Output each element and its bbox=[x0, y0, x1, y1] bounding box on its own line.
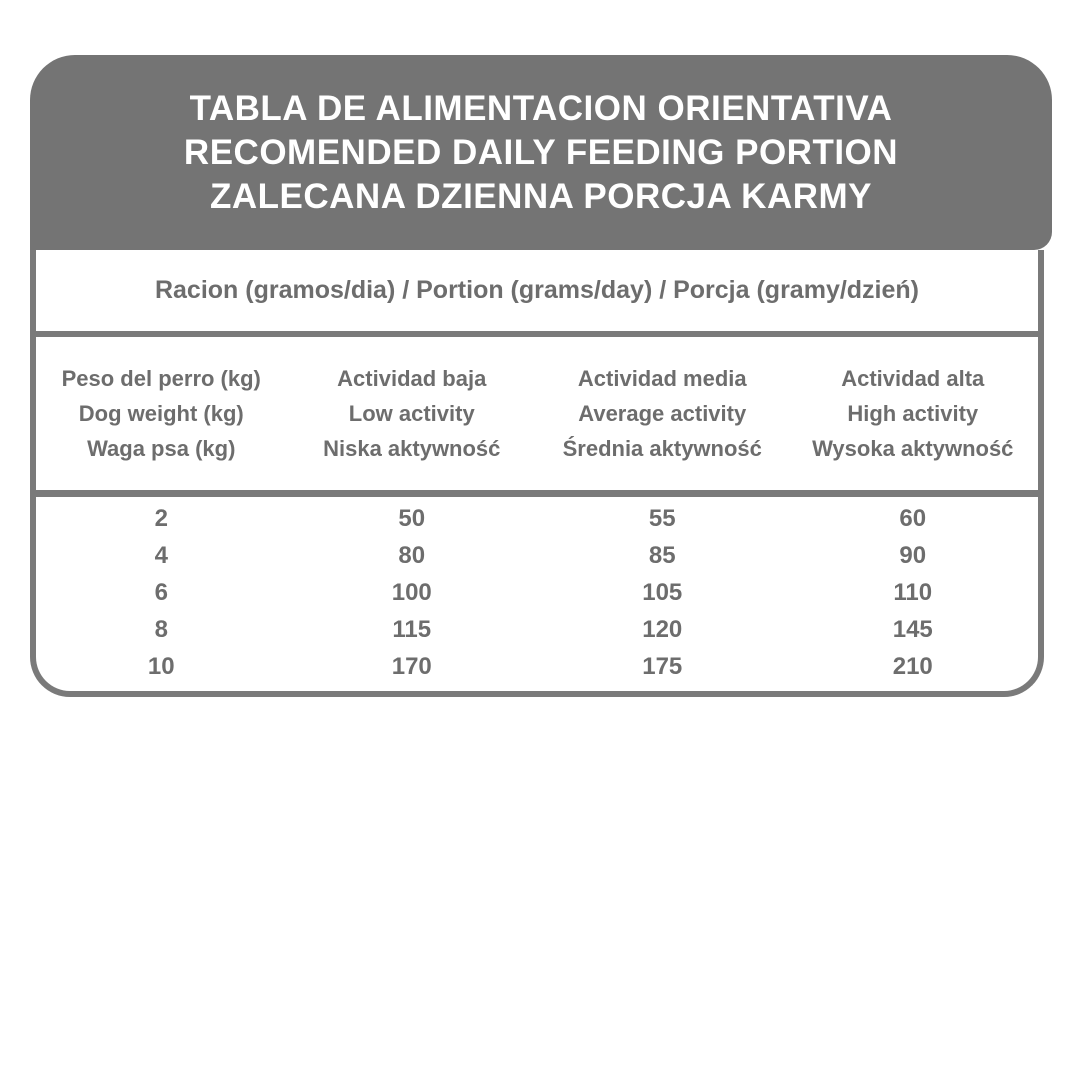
column-header-line: Actividad alta bbox=[841, 366, 985, 391]
portion-value: 100 bbox=[391, 579, 432, 606]
portion-value: 85 bbox=[648, 542, 676, 569]
portion-value: 110 bbox=[893, 579, 933, 606]
column-header-line: Dog weight (kg) bbox=[78, 401, 244, 426]
table-data bbox=[36, 497, 1038, 691]
column-header-line: Średnia aktywność bbox=[562, 436, 762, 461]
divider bbox=[36, 490, 1038, 497]
table-row bbox=[36, 538, 1038, 575]
portion-value: 210 bbox=[892, 653, 933, 680]
table-row bbox=[36, 501, 1038, 538]
table-row bbox=[36, 612, 1038, 649]
column-header-line: Average activity bbox=[578, 401, 747, 426]
portion-value: 50 bbox=[398, 505, 426, 532]
column-header-line: High activity bbox=[847, 401, 979, 426]
column-header-line: Niska aktywność bbox=[323, 436, 501, 461]
column-header-line: Wysoka aktywność bbox=[812, 436, 1014, 461]
weight-value: 8 bbox=[154, 616, 168, 643]
portion-value: 145 bbox=[892, 616, 933, 643]
column-header-low-activity bbox=[287, 337, 538, 490]
weight-value: 10 bbox=[147, 653, 175, 680]
portion-value: 90 bbox=[899, 542, 927, 569]
table-row bbox=[36, 649, 1038, 686]
portion-value: 115 bbox=[392, 616, 432, 643]
column-header-line: Actividad media bbox=[577, 366, 747, 391]
weight-value: 6 bbox=[154, 579, 168, 606]
feeding-table bbox=[30, 250, 1044, 697]
column-header-line: Low activity bbox=[348, 401, 475, 426]
portion-value: 60 bbox=[899, 505, 927, 532]
portion-value: 55 bbox=[648, 505, 676, 532]
table-header bbox=[30, 55, 1052, 250]
portion-value: 175 bbox=[642, 653, 683, 680]
column-header-line: Waga psa (kg) bbox=[87, 436, 236, 461]
column-header-weight bbox=[36, 337, 287, 490]
weight-value: 4 bbox=[154, 542, 168, 569]
column-header-line: Peso del perro (kg) bbox=[61, 366, 261, 391]
column-header-high-activity bbox=[788, 337, 1039, 490]
title-polish: ZALECANA DZIENNA PORCJA KARMY bbox=[210, 176, 872, 216]
column-header-line: Actividad baja bbox=[337, 366, 487, 391]
column-headers bbox=[36, 337, 1038, 490]
portion-subtitle: Racion (gramos/dia) / Portion (grams/day) / Porcja (gramy/dzień) bbox=[154, 276, 920, 304]
weight-value: 2 bbox=[154, 505, 168, 532]
title-spanish: TABLA DE ALIMENTACION ORIENTATIVA bbox=[189, 88, 893, 128]
portion-value: 170 bbox=[391, 653, 432, 680]
column-header-average-activity bbox=[537, 337, 788, 490]
portion-value: 105 bbox=[642, 579, 683, 606]
portion-value: 120 bbox=[642, 616, 683, 643]
title-english: RECOMENDED DAILY FEEDING PORTION bbox=[183, 132, 899, 172]
table-row bbox=[36, 575, 1038, 612]
portion-value: 80 bbox=[398, 542, 426, 569]
